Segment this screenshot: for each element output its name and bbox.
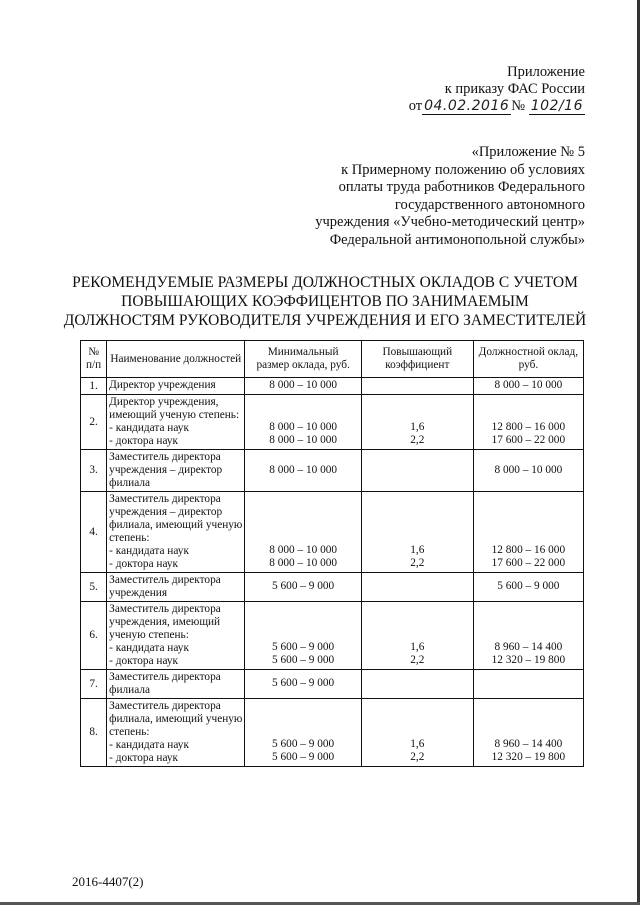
official-salary-cell: [473, 450, 583, 492]
appendix-reference: [315, 144, 585, 250]
annex-label: Приложение: [507, 64, 585, 80]
official-salary-value: 5 600 – 9 000: [497, 580, 560, 592]
row-number: 6.: [81, 602, 107, 670]
official-salary-cell: [473, 492, 583, 573]
position-name-line: Заместитель директора: [109, 671, 221, 683]
official-salary-cell: [473, 602, 583, 670]
position-name-line: степень:: [109, 532, 150, 544]
handwritten-date: 04.02.2016: [424, 98, 510, 114]
position-name-line: имеющий ученую степень:: [109, 409, 240, 421]
position-name-line: Директор учреждения,: [109, 396, 219, 408]
number-prefix: №: [511, 98, 526, 114]
coefficient-cell: [361, 395, 473, 450]
min-salary-cell: [245, 378, 362, 395]
min-salary-value: 5 600 – 9 000: [272, 677, 335, 689]
coefficient-cell: [361, 699, 473, 767]
position-name: [107, 492, 245, 573]
official-salary-value: 12 800 – 16 000: [491, 544, 566, 556]
annex-date-number: [409, 98, 585, 115]
position-name-line: Директор учреждения: [109, 379, 216, 391]
official-salary-cell: [473, 395, 583, 450]
coefficient-cell: [361, 450, 473, 492]
salary-table: [80, 340, 584, 767]
official-salary-value: 17 600 – 22 000: [491, 557, 566, 569]
min-salary-value: 8 000 – 10 000: [269, 463, 338, 476]
position-name: [107, 670, 245, 699]
table-row: [81, 699, 584, 767]
coefficient-cell: [361, 670, 473, 699]
title-line: РЕКОМЕНДУЕМЫЕ РАЗМЕРЫ ДОЛЖНОСТНЫХ ОКЛАДОВ С УЧЕТОМ: [72, 274, 578, 291]
min-salary-value: 5 600 – 9 000: [272, 751, 335, 763]
min-salary-value: 5 600 – 9 000: [272, 738, 335, 750]
min-salary-cell: [245, 699, 362, 767]
row-number: 8.: [81, 699, 107, 767]
header-official-salary: Должностной оклад, руб.: [473, 341, 583, 378]
official-salary-value: 12 320 – 19 800: [491, 654, 566, 666]
position-name-line: Заместитель директора: [109, 700, 221, 712]
min-salary-value: 5 600 – 9 000: [272, 580, 335, 592]
document-title: [50, 273, 600, 330]
position-name-line: - кандидата наук: [109, 545, 189, 557]
position-name-line: филиала: [109, 477, 150, 489]
position-name-line: - кандидата наук: [109, 642, 189, 654]
table-row: [81, 492, 584, 573]
row-number: 7.: [81, 670, 107, 699]
position-name-line: - кандидата наук: [109, 739, 189, 751]
position-name: [107, 395, 245, 450]
position-name: [107, 450, 245, 492]
header-position: Наименование должностей: [107, 341, 245, 378]
position-name-line: учреждения – директор: [109, 506, 223, 518]
min-salary-cell: [245, 492, 362, 573]
position-name: [107, 573, 245, 602]
min-salary-value: 8 000 – 10 000: [269, 557, 338, 569]
min-salary-cell: [245, 395, 362, 450]
title-line: ДОЛЖНОСТЯМ РУКОВОДИТЕЛЯ УЧРЕЖДЕНИЯ И ЕГО ЗАМЕСТИТЕЛЕЙ: [63, 312, 587, 329]
min-salary-cell: [245, 670, 362, 699]
position-name-line: - доктора наук: [109, 655, 179, 667]
min-salary-value: 8 000 – 10 000: [269, 434, 338, 446]
position-name-line: - кандидата наук: [109, 422, 189, 434]
ref-line: учреждения «Учебно-методический центр»: [315, 214, 585, 231]
table-row: [81, 395, 584, 450]
position-name: [107, 602, 245, 670]
ref-line: к Примерному положению об условиях: [341, 161, 585, 178]
table-row: [81, 450, 584, 492]
min-salary-value: 8 000 – 10 000: [269, 421, 338, 433]
coefficient-value: 1,6: [410, 421, 425, 433]
ref-line: «Приложение № 5: [471, 144, 585, 160]
header-min-salary: Минимальный размер оклада, руб.: [245, 341, 362, 378]
official-salary-value: 8 960 – 14 400: [494, 738, 563, 750]
min-salary-value: 8 000 – 10 000: [269, 544, 338, 556]
official-salary-value: 12 320 – 19 800: [491, 751, 566, 763]
position-name-line: - доктора наук: [109, 558, 179, 570]
position-name-line: степень:: [109, 726, 150, 738]
position-name-line: учреждения, имеющий: [109, 616, 221, 628]
official-salary-cell: [473, 670, 583, 699]
min-salary-value: 5 600 – 9 000: [272, 654, 335, 666]
coefficient-value: 1,6: [410, 738, 425, 750]
handwritten-number: 102/16: [530, 98, 583, 114]
ref-line: Федеральной антимонопольной службы»: [329, 231, 585, 248]
position-name: [107, 699, 245, 767]
coefficient-cell: [361, 602, 473, 670]
position-name-line: учреждения – директор: [109, 464, 223, 476]
row-number: 1.: [81, 378, 107, 395]
coefficient-value: 1,6: [410, 544, 425, 556]
coefficient-value: 1,6: [410, 641, 425, 653]
annex-order-ref: к приказу ФАС России: [444, 81, 585, 97]
document-code: 2016-4407(2): [72, 874, 144, 889]
row-number: 3.: [81, 450, 107, 492]
official-salary-value: 8 000 – 10 000: [494, 463, 563, 476]
official-salary-cell: [473, 378, 583, 395]
ref-line: оплаты труда работников Федерального: [338, 179, 585, 196]
header-number: № п/п: [81, 341, 107, 378]
table-row: [81, 602, 584, 670]
min-salary-value: 5 600 – 9 000: [272, 641, 335, 653]
official-salary-value: 12 800 – 16 000: [491, 421, 566, 433]
min-salary-value: 8 000 – 10 000: [269, 379, 338, 391]
header-coefficient: Повышающий коэффициент: [361, 341, 473, 378]
table-row: [81, 378, 584, 395]
position-name: [107, 378, 245, 395]
coefficient-value: 2,2: [410, 751, 425, 763]
title-line: ПОВЫШАЮЩИХ КОЭФФИЦЕНТОВ ПО ЗАНИМАЕМЫМ: [121, 293, 529, 310]
official-salary-value: 8 000 – 10 000: [494, 379, 563, 391]
position-name-line: ученую степень:: [109, 629, 189, 641]
position-name-line: Заместитель директора: [109, 574, 221, 586]
official-salary-value: 17 600 – 22 000: [491, 434, 566, 446]
coefficient-cell: [361, 492, 473, 573]
min-salary-cell: [245, 602, 362, 670]
min-salary-cell: [245, 573, 362, 602]
table-row: [81, 670, 584, 699]
row-number: 2.: [81, 395, 107, 450]
position-name-line: - доктора наук: [109, 435, 179, 447]
position-name-line: филиала, имеющий ученую: [109, 713, 243, 725]
table-row: [81, 573, 584, 602]
annex-header: [409, 64, 585, 115]
date-prefix: от: [408, 98, 423, 114]
coefficient-value: 2,2: [410, 434, 425, 446]
position-name-line: - доктора наук: [109, 752, 179, 764]
coefficient-cell: [361, 378, 473, 395]
position-name-line: филиала, имеющий ученую: [109, 519, 243, 531]
coefficient-value: 2,2: [410, 557, 425, 569]
position-name-line: Заместитель директора: [109, 451, 221, 463]
min-salary-cell: [245, 450, 362, 492]
official-salary-cell: [473, 699, 583, 767]
coefficient-cell: [361, 573, 473, 602]
position-name-line: Заместитель директора: [109, 493, 221, 505]
row-number: 5.: [81, 573, 107, 602]
position-name-line: учреждения: [109, 587, 168, 599]
table-header-row: [81, 341, 584, 378]
table-body: [81, 378, 584, 767]
position-name-line: Заместитель директора: [109, 603, 221, 615]
row-number: 4.: [81, 492, 107, 573]
ref-line: государственного автономного: [394, 196, 585, 213]
coefficient-value: 2,2: [410, 654, 425, 666]
position-name-line: филиала: [109, 684, 150, 696]
official-salary-value: 8 960 – 14 400: [494, 641, 563, 653]
official-salary-cell: [473, 573, 583, 602]
